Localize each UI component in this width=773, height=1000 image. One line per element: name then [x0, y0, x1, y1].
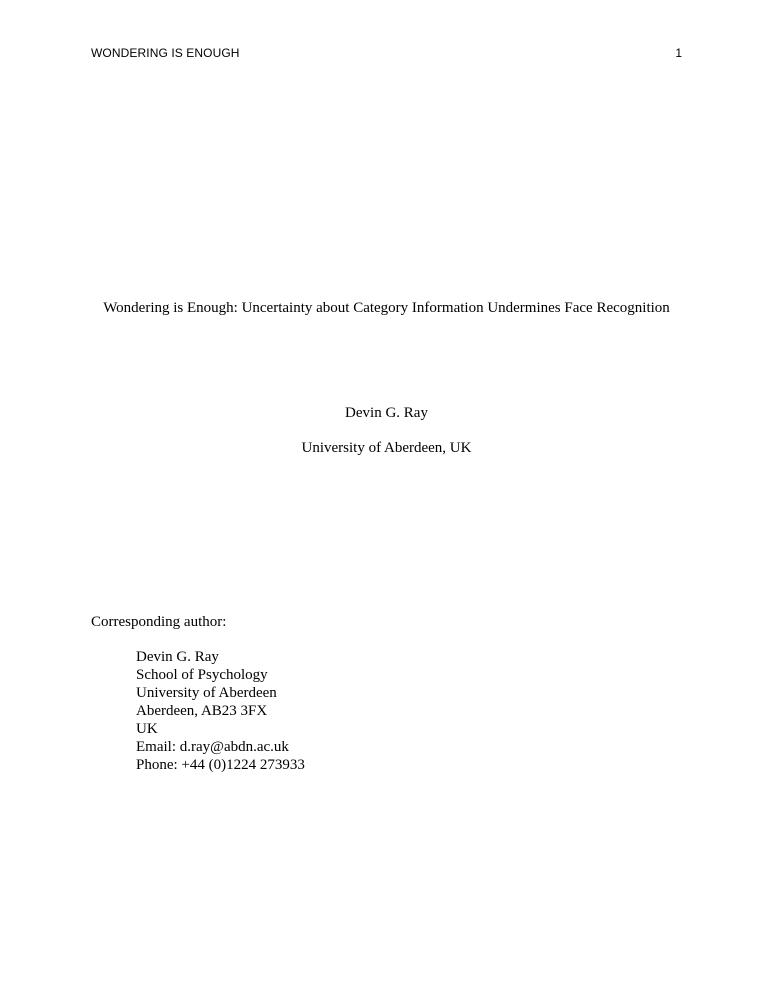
corresponding-author-label: Corresponding author: — [91, 614, 227, 630]
author-name: Devin G. Ray — [345, 405, 428, 421]
running-head: WONDERING IS ENOUGH — [91, 46, 240, 60]
corr-country: UK — [136, 721, 158, 737]
corr-email: Email: d.ray@abdn.ac.uk — [136, 739, 289, 755]
author-affiliation: University of Aberdeen, UK — [301, 440, 472, 456]
corr-city-postcode: Aberdeen, AB23 3FX — [136, 703, 268, 719]
corr-name: Devin G. Ray — [136, 649, 219, 665]
paper-title: Wondering is Enough: Uncertainty about Category Information Undermines Face Recognition — [103, 300, 670, 316]
corr-phone: Phone: +44 (0)1224 273933 — [136, 757, 305, 773]
corr-department: School of Psychology — [136, 667, 268, 683]
page-number: 1 — [675, 46, 682, 60]
corr-institution: University of Aberdeen — [136, 685, 277, 701]
corresponding-author-address — [136, 648, 305, 774]
